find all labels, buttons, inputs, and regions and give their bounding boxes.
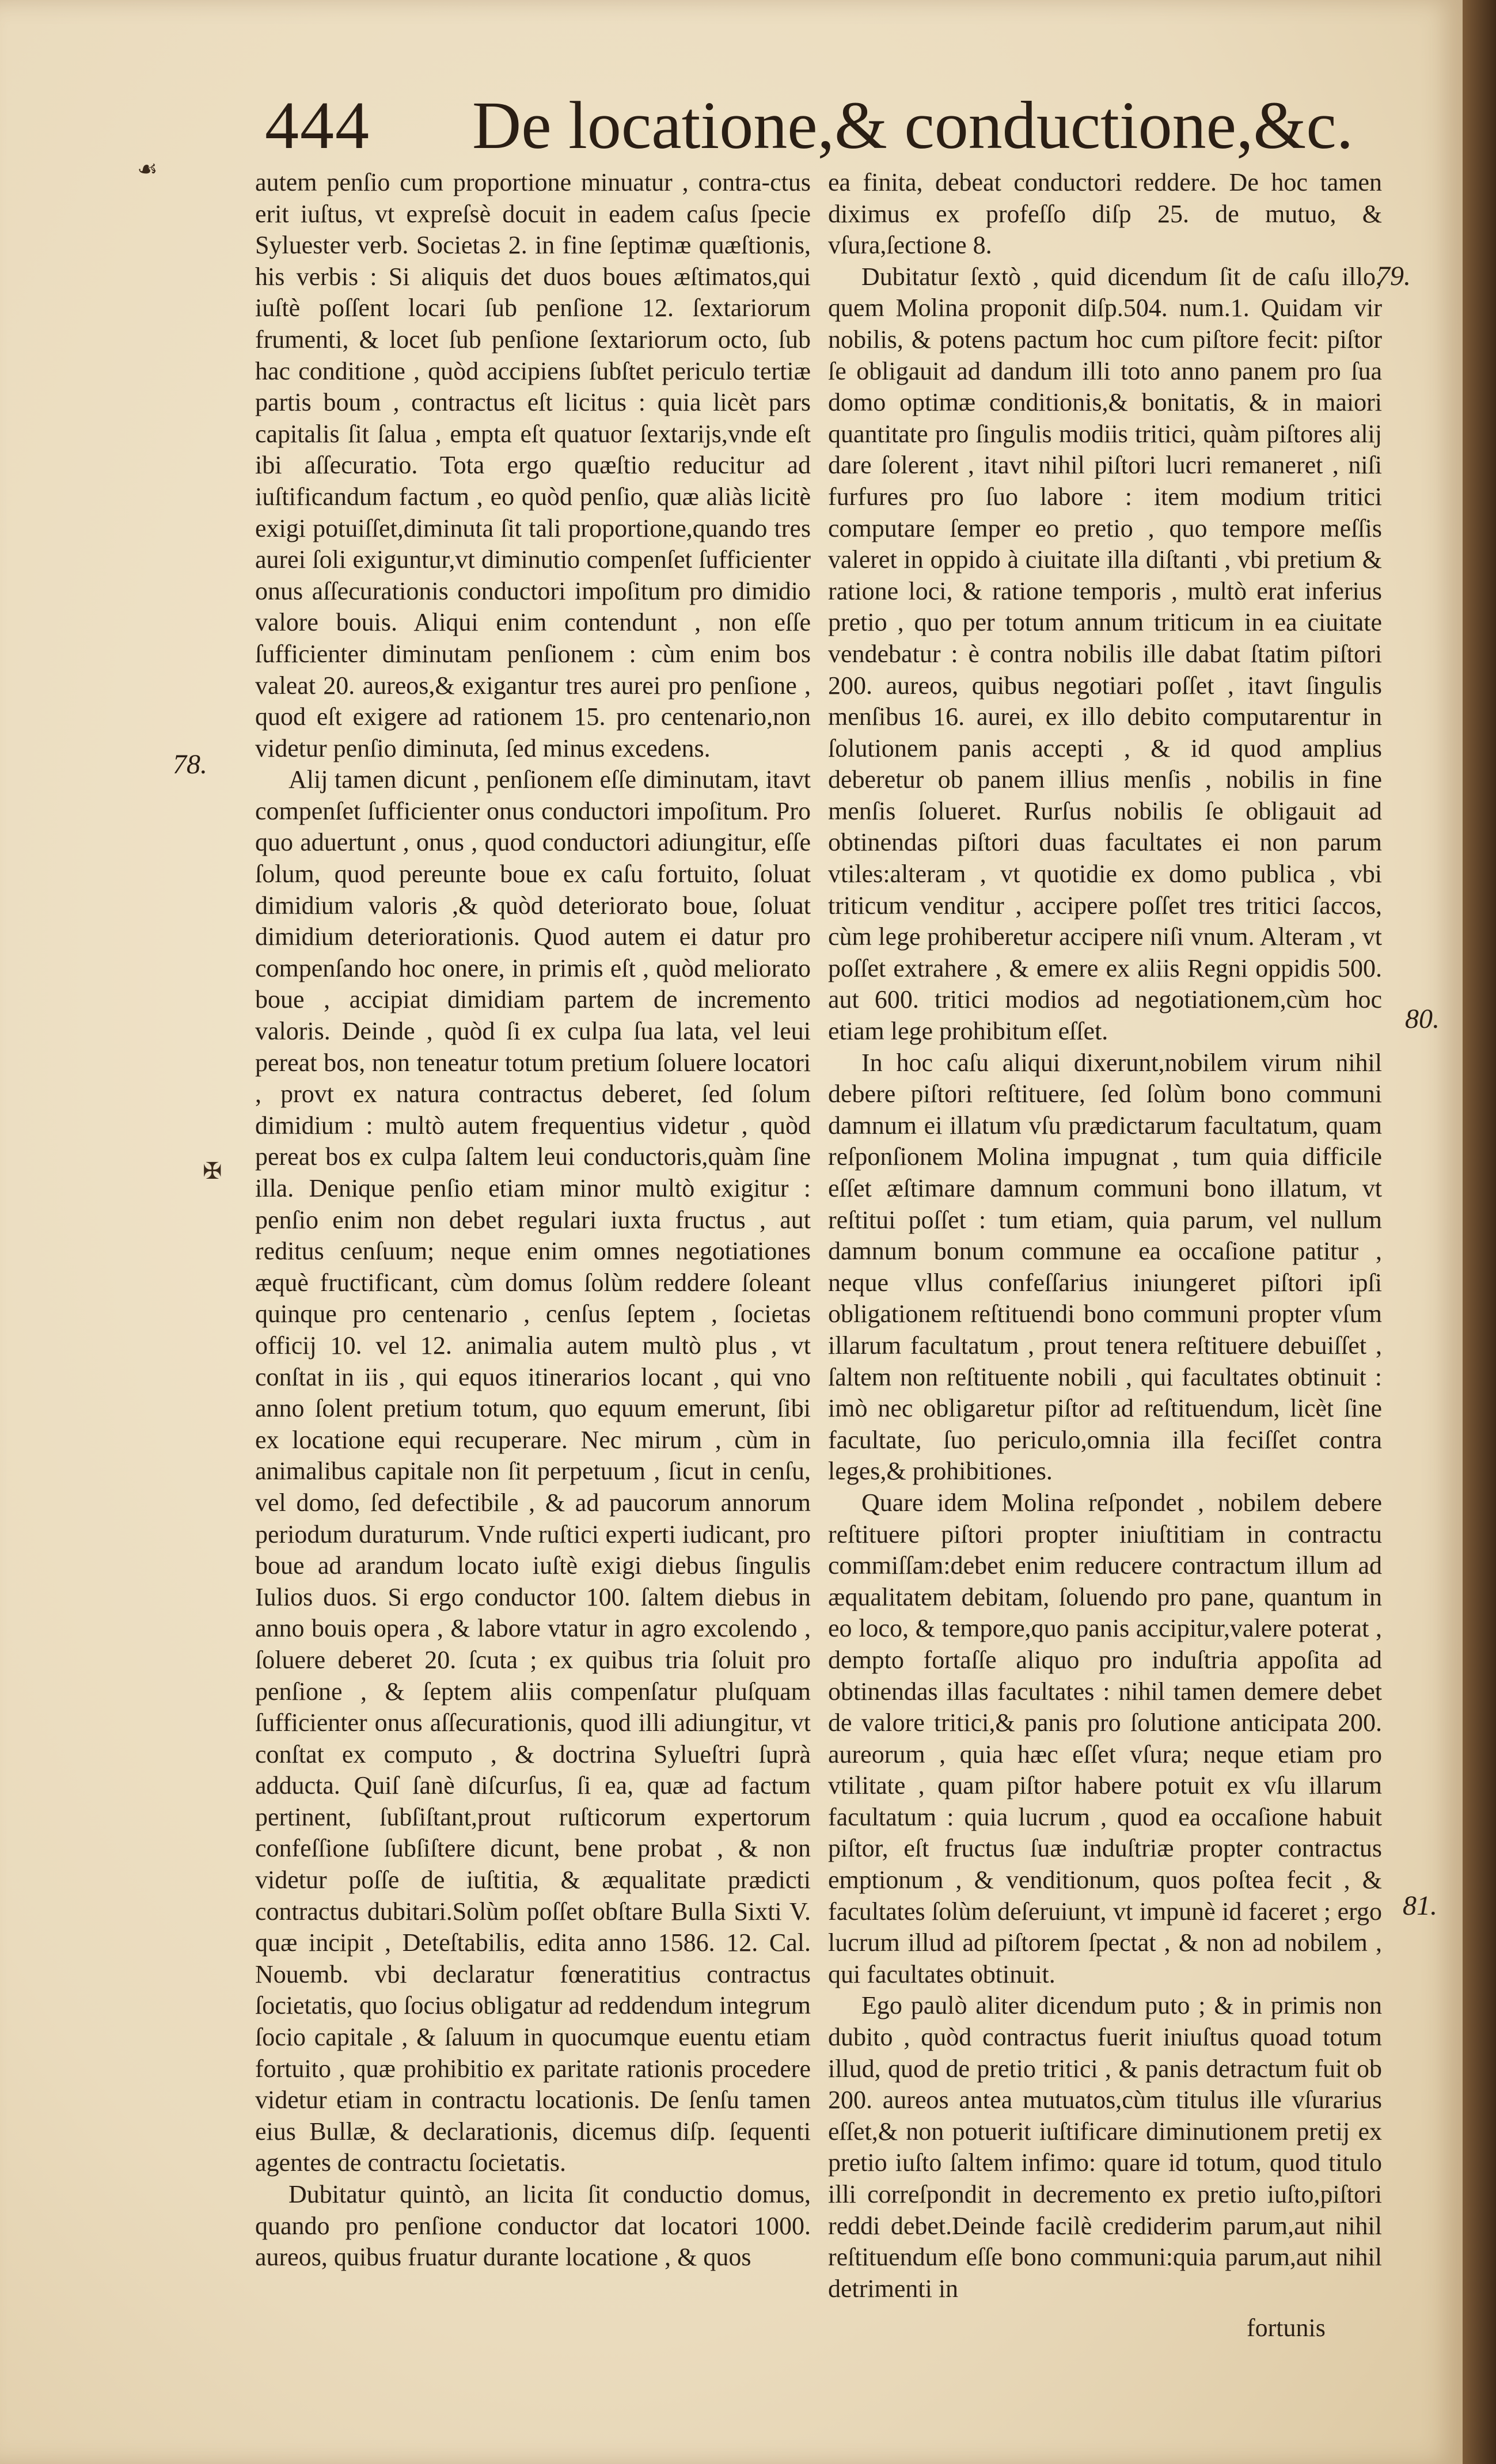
paragraph: Dubitatur quintò, an licita ſit conductio domus, quando pro penſione conductor dat locatori 1000. aureos, quibus fruatur durante locatione , & quos bbox=[255, 2180, 811, 2272]
running-title: De locatione,& conductione,&c. bbox=[472, 88, 1354, 163]
paragraph: Ego paulò aliter dicendum puto ; & in primis non dubito , quòd contractus fuerit iniuſtus quoad totum illud, quod de pretio tritici , & panis detractum fuit ob 200. aureos antea mutuatos,cùm titulus ille vſurarius eſſet,& non potuerit iuſtificare diminutionem pretij ex pretio iuſto ſaltem infimo: quare id totum, quod titulo illi correſpondit in decremento ex pretio iuſto,piſtori reddi debet.Deinde facilè crediderim parum,aut nihil reſtituendum eſſe bono communi:quia parum,aut nihil detrimenti in bbox=[828, 1991, 1382, 2303]
paragraph: Dubitatur ſextò , quid dicendum ſit de caſu illo, quem Molina proponit diſp.504. num.1. Quidam vir nobilis, & potens pactum hoc cum piſtore fecit: piſtor ſe obligauit ad dandum illi toto anno panem pro ſua domo optimæ conditionis,& bonitatis, & in maiori quantitate pro ſingulis modiis tritici, quàm piſtores alij dare ſolerent , itavt nihil piſtori lucri remaneret , niſi furfures pro ſuo labore : item modium tritici computare ſemper eo pretio , quo tempore meſſis valeret in oppido à ciuitate illa diſtanti , vbi pretium & ratione loci, & ratione temporis , multò erat inferius pretio , quo per totum annum triticum in ea ciuitate vendebatur : è contra nobilis ille dabat ſtatim piſtori 200. aureos, quibus negotiari poſſet , itavt ſingulis menſibus 16. aurei, ex illo debito computarentur in ſolutionem panis accepti , & id quod amplius deberetur ob panem illius menſis , nobilis in fine menſis ſolueret. Rurſus nobilis ſe obligauit ad obtinendas piſtori duas facultates ei non parum vtiles:alteram , vt quotidie ex domo publica , vbi triticum venditur , accipere poſſet tres tritici ſaccos, cùm lege prohiberetur accipere niſi vnum. Alteram , vt poſſet extrahere , & emere ex aliis Regni oppidis 500. aut 600. tritici modios ad negotiationem,cùm hoc etiam lege prohibitum eſſet. bbox=[828, 262, 1382, 1046]
paragraph: Alij tamen dicunt , penſionem eſſe diminutam, itavt compenſet ſufficienter onus conductori impoſitum. Pro quo aduertunt , onus , quod conductori adiungitur, eſſe ſolum, quod pereunte boue ex caſu fortuito, ſoluat dimidium valoris ,& quòd deteriorato boue, ſoluat dimidium deteriorationis. Quod autem ei datur pro compenſando hoc onere, in primis eſt , quòd meliorato boue , accipiat dimidiam partem de incremento valoris. Deinde , quòd ſi ex culpa ſua lata, vel leui pereat bos, non teneatur totum pretium ſoluere locatori , provt ex natura contractus deberet, ſed ſolum dimidium : multò autem frequentius videtur , quòd pereat bos ex culpa ſaltem leui conductoris,quàm ſine illa. Denique penſio etiam minor multò exigitur : penſio enim non debet regulari iuxta fructus , aut reditus cenſuum; neque enim omnes negotiationes æquè fructificant, cùm domus ſolùm reddere ſoleant quinque pro centenario , cenſus ſeptem , ſocietas officij 10. vel 12. animalia autem multò plus , vt conſtat in iis , qui equos itinerarios locant , qui vno anno ſolent pretium totum, quo equum emerunt, ſibi ex locatione equi recuperare. Nec mirum , cùm in animalibus capitale non ſit perpetuum , ſicut in cenſu, vel domo, ſed defectibile , & ad paucorum annorum periodum duraturum. Vnde ruſtici experti iudicant, pro boue ad arandum locato iuſtè exigi diebus ſingulis Iulios duos. Si ergo conductor 100. ſaltem diebus in anno bouis opera , & labore vtatur in agro excolendo , ſoluere deberet 20. ſcuta ; ex quibus tria ſoluit pro penſione , & ſeptem aliis compenſatur pluſquam ſufficienter onus aſſecurationis, quod illi adiungitur, vt conſtat ex computo , & doctrina Sylueſtri ſuprà adducta. Quiſ ſanè diſcurſus, ſi ea, quæ ad factum pertinent, ſubſiſtant,prout ruſticorum expertorum confeſſione ſubſiſtere dicunt, bene probat , & non videtur poſſe de iuſtitia, & æqualitate prædicti contractus dubitari.Solùm poſſet obſtare Bulla Sixti V. quæ incipit , Deteſtabilis, edita anno 1586. 12. Cal. Nouemb. vbi declaratur fœneratitius contractus ſocietatis, quo ſocius obligatur ad reddendum integrum ſocio capitale , & ſaluum in quocumque euentu etiam fortuito , quæ prohibitio ex paritate rationis procedere videtur etiam in contractu locationis. De ſenſu tamen eius Bullæ, & declarationis, dicemus diſp. ſequenti agentes de contractu ſocietatis. bbox=[255, 765, 811, 2177]
paragraph: Quare idem Molina reſpondet , nobilem debere reſtituere piſtori propter iniuſtitiam in contractu commiſſam:debet enim reducere contractum illum ad æqualitatem debitam, ſoluendo pro pane, quantum in eo loco, & tempore,quo panis accipitur,valere poterat , dempto fortaſſe aliquo pro induſtria appoſita ad obtinendas illas facultates : nihil tamen demere debet de valore tritici,& panis pro ſolutione anticipata 200. aureorum , quia hæc eſſet vſura; neque etiam pro vtilitate , quam piſtor habere potuit ex vſu illarum facultatum : quia lucrum , quod ea occaſione habuit piſtor, eſt fructus ſuæ induſtriæ propter contractus emptionum , & venditionum, quos poſtea fecit , & facultates ſolùm deſeruiunt, vt impunè id faceret ; ergo lucrum illud ad piſtorem ſpectat , & non ad nobilem , qui facultates obtinuit. bbox=[828, 1488, 1382, 1988]
paragraph: In hoc caſu aliqui dixerunt,nobilem virum nihil debere piſtori reſtituere, ſed ſolùm bono communi damnum ei illatum vſu prædictarum facultatum, quam reſponſionem Molina impugnat , tum quia difficile eſſet æſtimare damnum communi bono illatum, vt reſtitui poſſet : tum etiam, quia parum, vel nullum damnum bonum commune ea occaſione patitur , neque vllus confeſſarius iniungeret piſtori ipſi obligationem reſtituendi bono communi propter vſum illarum facultatum , prout tenera reſtituere debuiſſet , ſaltem non reſtituente nobili , qui facultates obtinuit : imò nec obligaretur piſtor ad reſtituendum, licèt ſine facultate, ſuo periculo,omnia illa feciſſet contra leges,& prohibitiones. bbox=[828, 1048, 1382, 1486]
page-number: 444 bbox=[265, 88, 370, 163]
right-column bbox=[828, 167, 1382, 2304]
catchword: fortunis bbox=[1247, 2314, 1326, 2342]
marginal-ink-mark: ✠ bbox=[203, 1158, 222, 1184]
marginal-ink-mark: ☙ bbox=[137, 156, 158, 182]
left-column bbox=[255, 167, 811, 2273]
margin-number-81: 81. bbox=[1403, 1890, 1437, 1921]
paragraph: autem penſio cum proportione minuatur , contra-ctus erit iuſtus, vt expreſsè docuit in eadem caſus ſpecie Syluester verb. Societas 2. in fine ſeptimæ quæſtionis, his verbis : Si aliquis det duos boues æſtimatos,qui iuſtè poſſent locari ſub penſione 12. ſextariorum frumenti, & locet ſub penſione ſextariorum octo, ſub hac conditione , quòd accipiens ſubſtet periculo tertiæ partis boum , contractus eſt licitus : quia licèt pars capitalis ſit ſalua , empta eſt quatuor ſextarijs,vnde eſt ibi aſſecuratio. Tota ergo quæſtio reducitur ad iuſtificandum factum , eo quòd penſio, quæ aliàs licitè exigi potuiſſet,diminuta ſit tali proportione,quando tres aurei ſoli exiguntur,vt diminutio compenſet ſufficienter onus aſſecurationis conductori impoſitum pro dimidio valore bouis. Aliqui enim contendunt , non eſſe ſufficienter diminutam penſionem : cùm enim bos valeat 20. aureos,& exigantur tres aurei pro penſione , quod eſt exigere ad rationem 15. pro centenario,non videtur penſio diminuta, ſed minus excedens. bbox=[255, 168, 811, 762]
margin-number-79: 79. bbox=[1376, 261, 1411, 291]
paragraph: ea finita, debeat conductori reddere. De hoc tamen diximus ex profeſſo diſp 25. de mutuo, & vſura,ſectione 8. bbox=[828, 168, 1382, 260]
margin-number-80: 80. bbox=[1405, 1004, 1440, 1034]
page-header bbox=[265, 69, 1359, 167]
book-edge bbox=[1463, 0, 1496, 2464]
margin-number-78: 78. bbox=[173, 749, 207, 780]
